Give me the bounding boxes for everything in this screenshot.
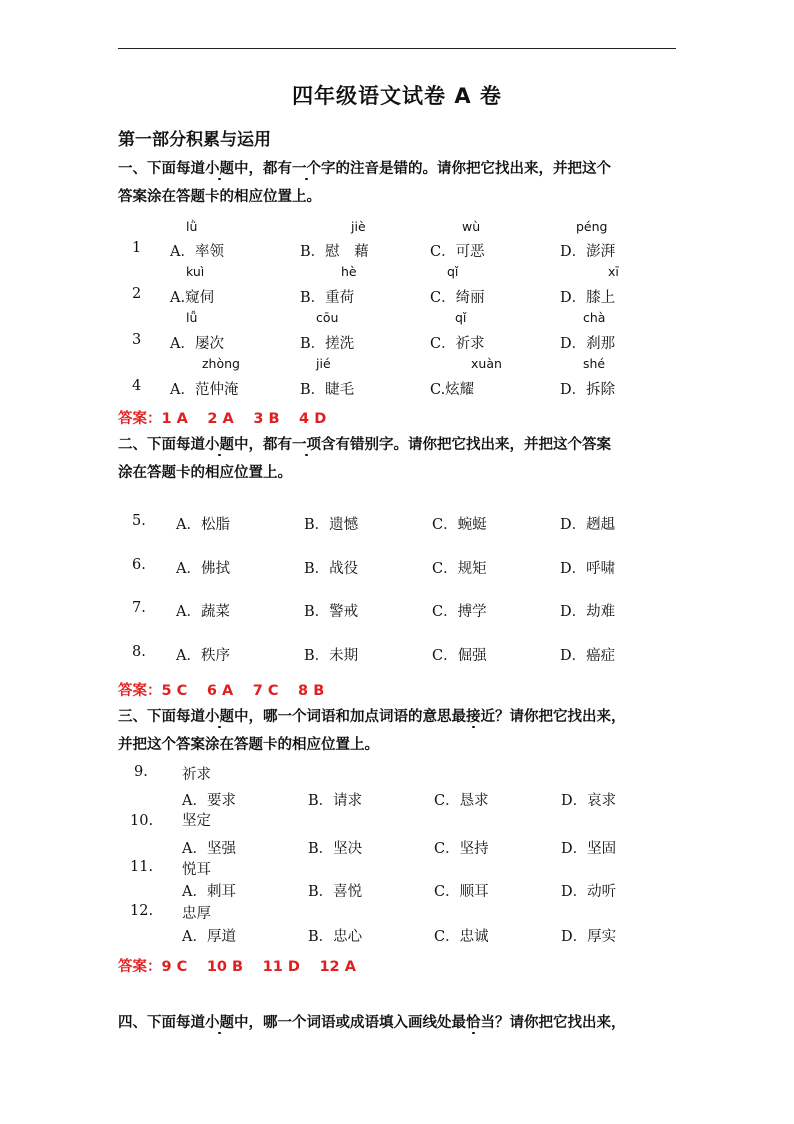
item-number: 2 (132, 286, 142, 302)
pinyin: péng (576, 219, 608, 234)
page-title: 四年级语文试卷 A 卷 (292, 84, 502, 108)
emphasis-dots: 小题 (205, 709, 234, 725)
item-number: 11. (130, 859, 154, 875)
item-number: 4 (132, 378, 142, 394)
option: D．劫难 (560, 604, 616, 620)
pinyin: jié (316, 356, 331, 371)
pinyin: chà (583, 310, 606, 325)
option: A．厚道 (182, 929, 236, 945)
pinyin: xuàn (471, 356, 502, 371)
option: B．战役 (304, 561, 359, 577)
option: D．癌症 (560, 648, 616, 664)
pinyin: xī (608, 264, 619, 279)
option: C．顺耳 (434, 884, 489, 900)
option: A．坚强 (182, 841, 236, 857)
target-word: 忠厚 (182, 906, 211, 922)
pinyin: zhòng (202, 356, 240, 371)
option: D．澎湃 (560, 244, 616, 260)
option: D．厚实 (561, 929, 617, 945)
header-rule (118, 48, 676, 49)
option: D．呼啸 (560, 561, 616, 577)
option: B．忠心 (308, 929, 363, 945)
item-number: 1 (132, 240, 142, 256)
item-number: 9. (134, 764, 148, 780)
option: D．哀求 (561, 793, 617, 809)
q2-answer: 答案：5 C 6 A 7 C 8 B (118, 683, 325, 699)
emphasis-dots: 最接近 (451, 709, 495, 725)
pinyin: hè (341, 264, 357, 279)
option: C．蜿蜓 (432, 517, 487, 533)
option: A．范仲淹 (170, 382, 239, 398)
pinyin: lǚ (186, 310, 198, 325)
option: B．慰 藉 (300, 244, 369, 260)
pinyin: shé (583, 356, 606, 371)
option: B．喜悦 (308, 884, 363, 900)
pinyin: wù (462, 219, 481, 234)
pinyin: jiè (351, 219, 366, 234)
q3-instruction-line1: 三、下面每道小题中，哪一个词语和加点词语的意思最接近？请你把它找出来， (118, 709, 626, 725)
emphasis-dots: 小题 (205, 437, 234, 453)
target-word: 坚定 (182, 813, 211, 829)
option: B．未期 (304, 648, 359, 664)
option: A．屡次 (170, 336, 224, 352)
option: A．松脂 (176, 517, 230, 533)
target-word: 祈求 (182, 767, 211, 783)
option: C．忠诚 (434, 929, 489, 945)
pinyin: kuì (186, 264, 205, 279)
option: A．佛拭 (176, 561, 230, 577)
item-number: 5. (132, 513, 146, 529)
option: C．坚持 (434, 841, 489, 857)
option: C．倔强 (432, 648, 487, 664)
q3-answer: 答案：9 C 10 B 11 D 12 A (118, 959, 356, 975)
option: C．规矩 (432, 561, 487, 577)
option: B．警戒 (304, 604, 359, 620)
option: B．请求 (308, 793, 363, 809)
item-number: 8. (132, 644, 146, 660)
pinyin: cōu (316, 310, 339, 325)
option: C.炫耀 (430, 382, 475, 398)
pinyin: qǐ (455, 310, 467, 325)
option: A．率领 (170, 244, 224, 260)
option: C．可恶 (430, 244, 485, 260)
option: B．遗憾 (304, 517, 359, 533)
option: C．祈求 (430, 336, 485, 352)
option: A．要求 (182, 793, 236, 809)
item-number: 7. (132, 600, 146, 616)
option: A．刺耳 (182, 884, 236, 900)
q2-instruction-line2: 涂在答题卡的相应位置上。 (118, 465, 292, 481)
option: D．拆除 (560, 382, 616, 398)
part-heading: 第一部分积累与运用 (118, 130, 271, 150)
q1-instruction-line2: 答案涂在答题卡的相应位置上。 (118, 189, 321, 205)
item-number: 10. (130, 813, 154, 829)
q4-instruction-line1: 四、下面每道小题中，哪一个词语或成语填入画线处最恰当？请你把它找出来， (118, 1015, 626, 1031)
option: B．坚决 (308, 841, 363, 857)
option: D．趔趄 (560, 517, 616, 533)
option: C．搏学 (432, 604, 487, 620)
emphasis-dots: 小题 (205, 161, 234, 177)
item-number: 6. (132, 557, 146, 573)
target-word: 悦耳 (182, 862, 211, 878)
option: D．动听 (561, 884, 617, 900)
option: B．搓洗 (300, 336, 355, 352)
q1-answer: 答案：1 A 2 A 3 B 4 D (118, 411, 327, 427)
emphasis-dots: 一项 (292, 437, 321, 453)
option: C．绮丽 (430, 290, 485, 306)
option: D．刹那 (560, 336, 616, 352)
emphasis-dots: 最恰当 (451, 1015, 495, 1031)
q3-instruction-line2: 并把这个答案涂在答题卡的相应位置上。 (118, 737, 379, 753)
pinyin: lǜ (186, 219, 198, 234)
item-number: 3 (132, 332, 142, 348)
option: B．重荷 (300, 290, 355, 306)
option: B．睫毛 (300, 382, 355, 398)
option: A．蔬菜 (176, 604, 230, 620)
q2-instruction-line1: 二、下面每道小题中，都有一项含有错别字。请你把它找出来，并把这个答案 (118, 437, 611, 453)
emphasis-dots: 一个 (292, 161, 321, 177)
emphasis-dots: 小题 (205, 1015, 234, 1031)
q1-instruction-line1: 一、下面每道小题中，都有一个字的注音是错的。请你把它找出来，并把这个 (118, 161, 611, 177)
option: D．膝上 (560, 290, 616, 306)
option: A．秩序 (176, 648, 230, 664)
option: D．坚固 (561, 841, 617, 857)
pinyin: qǐ (447, 264, 459, 279)
option: C．恳求 (434, 793, 489, 809)
item-number: 12. (130, 903, 154, 919)
option: A.窥伺 (170, 290, 215, 306)
